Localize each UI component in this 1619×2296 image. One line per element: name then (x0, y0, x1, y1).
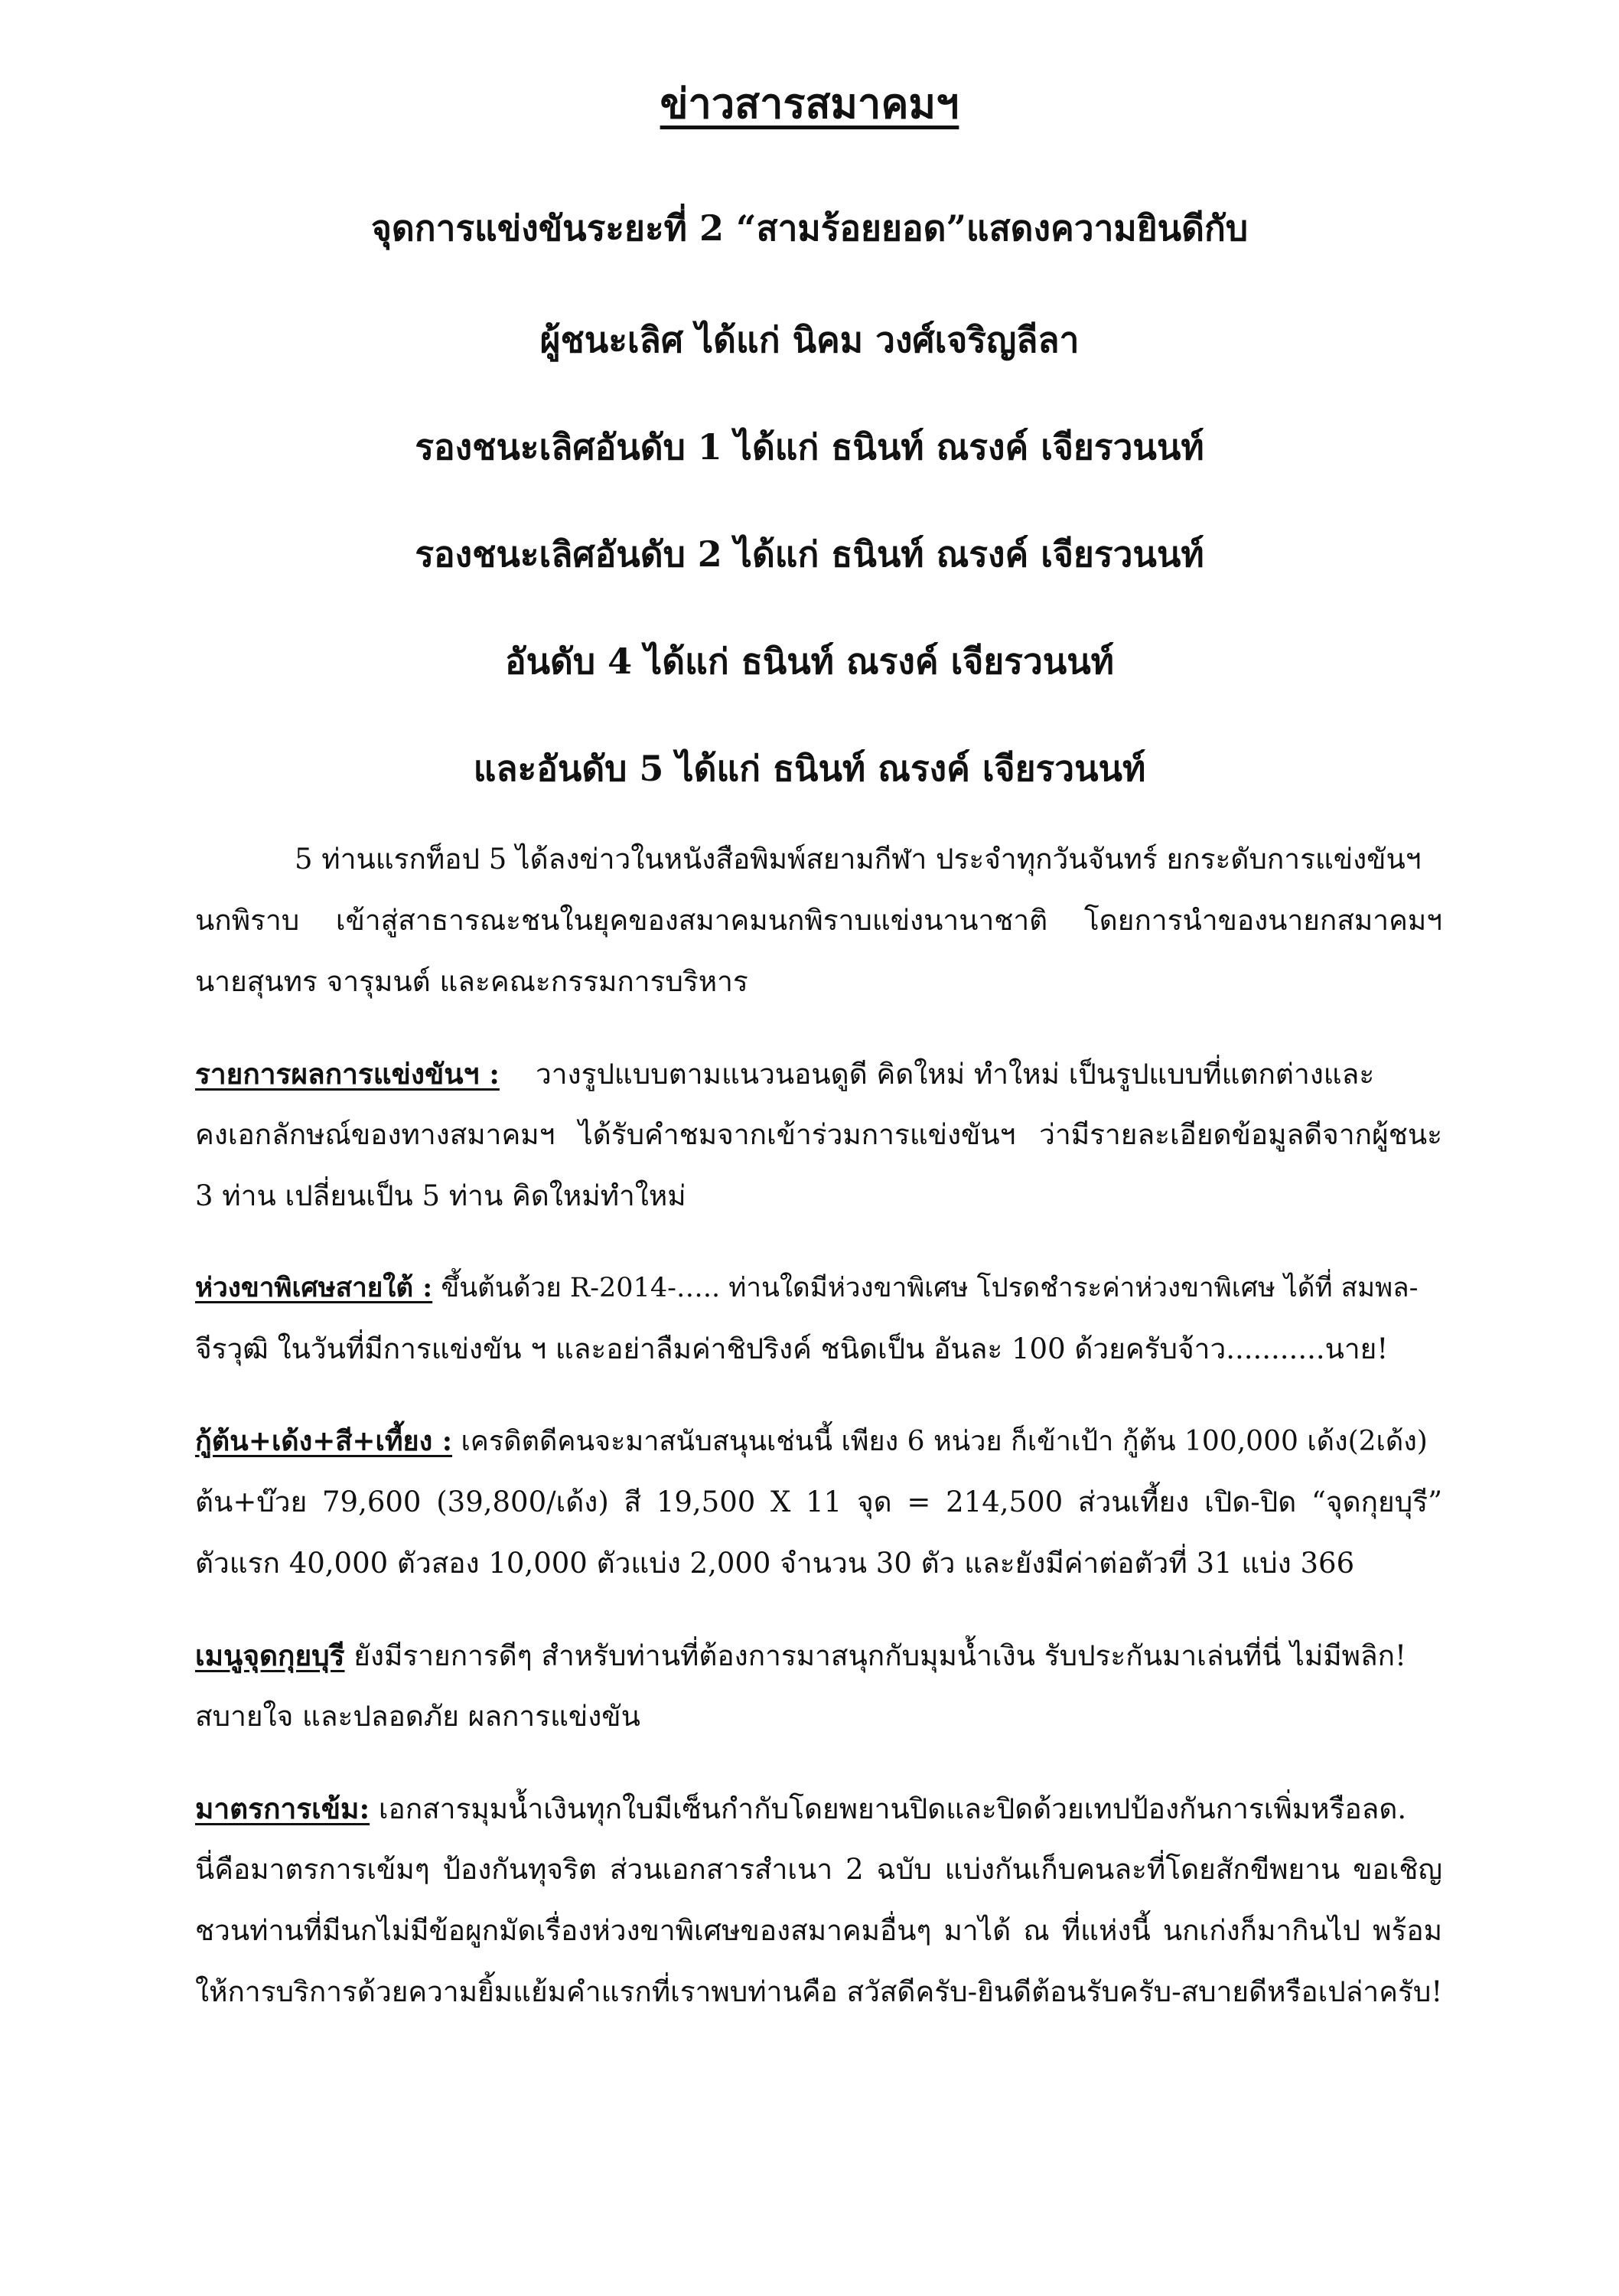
intro-line-3: นายสุนทร จารุมนต์ และคณะกรรมการบริหาร (195, 965, 748, 998)
intro-line-1 (195, 840, 1442, 879)
leg-ring-section-line-1 (195, 1269, 1442, 1307)
results-section-label: รายการผลการแข่งขันฯ : (195, 1057, 500, 1091)
menu-section-label: เมนูจุดกุยบุรี (195, 1639, 345, 1672)
results-section-text-1: วางรูปแบบตามแนวนอนดูดี คิดใหม่ ทำใหม่ เป็นรูปแบบที่แตกต่างและ (535, 1058, 1375, 1091)
prize-section-line-2: ต้น+บ๊วย 79,600 (39,800/เด้ง) สี 19,500 X 11 จุด = 214,500 ส่วนเที้ยง เปิด-ปิด “จุดกุยบุรี” (195, 1486, 1442, 1518)
event-heading: จุดการแข่งขันระยะที่ 2 “สามร้อยยอด”แสดงความยินดีกับ (370, 207, 1249, 249)
measures-section-line-1 (195, 1789, 1442, 1828)
results-section-line-2: คงเอกลักษณ์ของทางสมาคมฯ ได้รับคำชมจากเข้าร่วมการแข่งขันฯ ว่ามีรายละเอียดข้อมูลดีจากผู้ชนะ (195, 1118, 1442, 1151)
leg-ring-section-label: ห่วงขาพิเศษสายใต้ : (195, 1272, 433, 1303)
intro-line-2: นกพิราบ เข้าสู่สาธารณะชนในยุคของสมาคมนกพิราบแข่งนานาชาติ โดยการนำของนายกสมาคมฯ (195, 904, 1442, 937)
rank-5-line: และอันดับ 5 ได้แก่ ธนินท์ ณรงค์ เจียรวนนท์ (473, 748, 1146, 789)
runner-up-2-line: รองชนะเลิศอันดับ 2 ได้แก่ ธนินท์ ณรงค์ เจียรวนนท์ (415, 533, 1204, 575)
leg-ring-section-text-1: ขึ้นต้นด้วย R-2014-….. ท่านใดมีห่วงขาพิเศษ โปรดชำระค่าห่วงขาพิเศษ ได้ที่ สมพล- (441, 1273, 1419, 1303)
measures-section-label: มาตรการเข้ม: (195, 1792, 370, 1825)
measures-section-line-2: นี่คือมาตรการเข้มๆ ป้องกันทุจริต ส่วนเอกสารสำเนา 2 ฉบับ แบ่งกันเก็บคนละที่โดยสักขีพยาน ขอเชิญ (195, 1853, 1442, 1886)
rank-4-line: อันดับ 4 ได้แก่ ธนินท์ ณรงค์ เจียรวนนท์ (504, 641, 1114, 682)
runner-up-1-line: รองชนะเลิศอันดับ 1 ได้แก่ ธนินท์ ณรงค์ เจียรวนนท์ (415, 426, 1204, 468)
menu-section-line-2: สบายใจ และปลอดภัย ผลการแข่งขัน (195, 1700, 640, 1733)
prize-section-line-3: ตัวแรก 40,000 ตัวสอง 10,000 ตัวแบ่ง 2,000 จำนวน 30 ตัว และยังมีค่าต่อตัวที่ 31 แบ่ง 366 (195, 1547, 1355, 1580)
document-title: ข่าวสารสมาคมฯ (660, 79, 959, 128)
measures-section-text-1: เอกสารมุมน้ำเงินทุกใบมีเซ็นกำกับโดยพยานปิดและปิดด้วยเทปป้องกันการเพิ่มหรือลด. (378, 1792, 1407, 1825)
menu-section-text-1: ยังมีรายการดีๆ สำหรับท่านที่ต้องการมาสนุกกับมุมน้ำเงิน รับประกันมาเล่นที่นี่ ไม่มีพลิก! (353, 1639, 1406, 1672)
measures-section-line-4: ให้การบริการด้วยความยิ้มแย้มคำแรกที่เราพบท่านคือ สวัสดีครับ-ยินดีต้อนรับครับ-สบายดีหรือเปล่าครับ! (195, 1975, 1443, 2008)
results-section-line-3: 3 ท่าน เปลี่ยนเป็น 5 ท่าน คิดใหม่ทำใหม่ (195, 1179, 686, 1212)
leg-ring-section-line-2: จีรวุฒิ ในวันที่มีการแข่งขัน ฯ และอย่าลืมค่าชิปริงค์ ชนิดเป็น อันละ 100 ด้วยครับจ้าว...........นาย! (195, 1332, 1389, 1365)
prize-section-label: กู้ต้น+เด้ง+สี+เที้ยง : (195, 1425, 453, 1457)
winner-line: ผู้ชนะเลิศ ได้แก่ นิคม วงศ์เจริญลีลา (539, 319, 1080, 360)
results-section-line-1 (195, 1055, 1442, 1094)
prize-section-text-1: เครดิตดีคนจะมาสนับสนุนเช่นนี้ เพียง 6 หน่วย ก็เข้าเป้า กู้ต้น 100,000 เด้ง(2เด้ง) (461, 1426, 1428, 1457)
intro-text-1: 5 ท่านแรกท็อป 5 ได้ลงข่าวในหนังสือพิมพ์สยามกีฬา ประจำทุกวันจันทร์ ยกระดับการแข่งขันฯ (295, 843, 1422, 876)
prize-section-line-1 (195, 1422, 1442, 1461)
menu-section-line-1 (195, 1636, 1442, 1675)
measures-section-line-3: ชวนท่านที่มีนกไม่มีข้อผูกมัดเรื่องห่วงขาพิเศษของสมาคมอื่นๆ มาได้ ณ ที่แห่งนี้ นกเก่งก็มากินไป พร้อม (195, 1914, 1442, 1947)
